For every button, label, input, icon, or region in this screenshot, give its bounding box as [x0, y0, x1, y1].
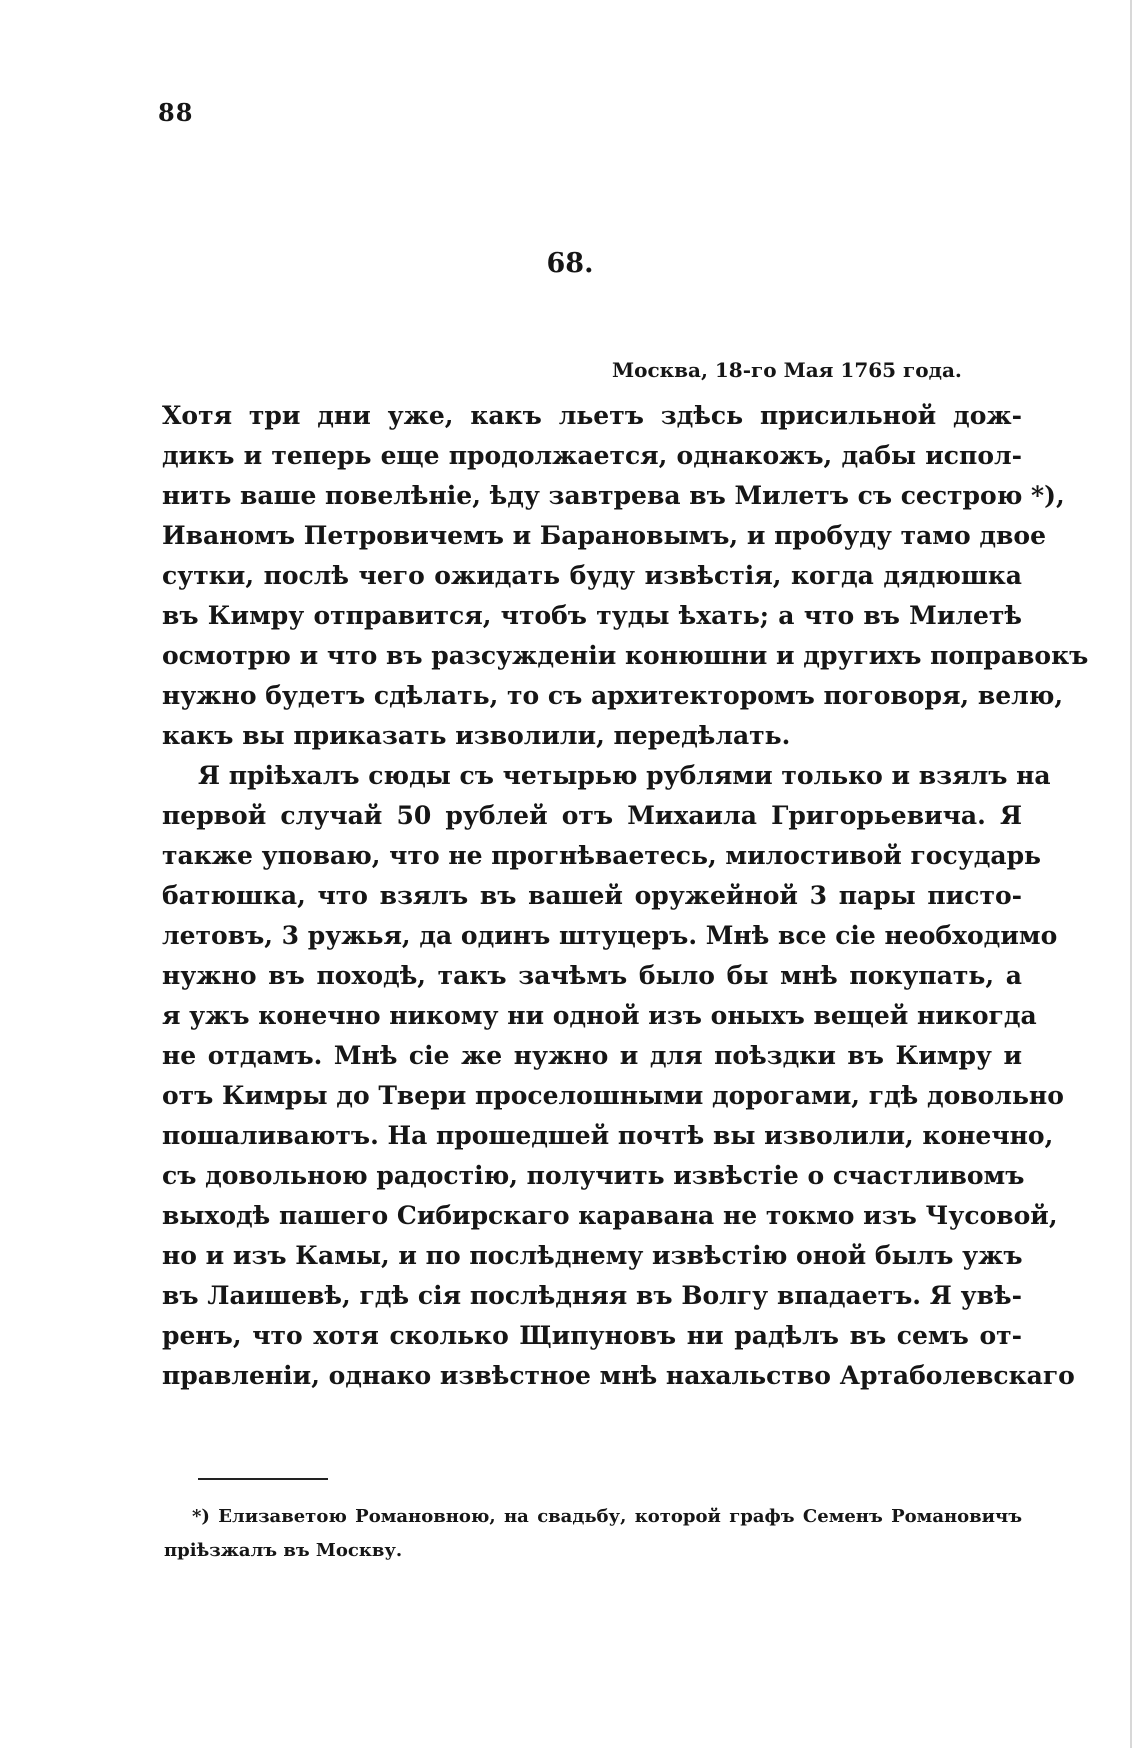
text-line: нить ваше повелѣніе, ѣду завтрева въ Милетъ съ сестрою *),	[162, 481, 1065, 510]
text-line: но и изъ Камы, и по послѣднему извѣстію оной былъ ужъ	[162, 1241, 1023, 1270]
text-line: въ Кимру отправится, чтобъ туды ѣхать; а что въ Милетѣ	[162, 601, 1022, 630]
text-line: Я пріѣхалъ сюды съ четырью рублями только и взялъ на	[198, 761, 1051, 790]
dateline: Москва, 18-го Мая 1765 года.	[612, 358, 962, 382]
footnote-divider	[198, 1478, 328, 1480]
text-line: нужно въ походѣ, такъ зачѣмъ было бы мнѣ покупать, а	[162, 961, 1022, 990]
text-line: отъ Кимры до Твери проселошными дорогами, гдѣ довольно	[162, 1081, 1064, 1110]
footnote	[164, 1500, 1022, 1568]
text-line: какъ вы приказать изволили, передѣлать.	[162, 721, 791, 750]
letter-number: 68.	[546, 248, 594, 279]
text-line: дикъ и теперь еще продолжается, однакожъ, дабы испол-	[162, 441, 1022, 470]
page-number: 88	[158, 98, 194, 127]
text-line: Хотя три дни уже, какъ льетъ здѣсь присильной дож-	[162, 401, 1022, 430]
footnote-line: *) Елизаветою Романовною, на свадьбу, которой графъ Семенъ Романовичъ	[192, 1506, 1022, 1527]
text-line: ренъ, что хотя сколько Щипуновъ ни радѣлъ въ семъ от-	[162, 1321, 1022, 1350]
text-line: также уповаю, что не прогнѣваетесь, милостивой государь	[162, 841, 1042, 870]
text-line: первой случай 50 рублей отъ Михаила Григорьевича. Я	[162, 801, 1022, 830]
text-line: батюшка, что взялъ въ вашей оружейной 3 пары писто-	[162, 881, 1022, 910]
text-line: нужно будетъ сдѣлать, то съ архитекторомъ поговоря, велю,	[162, 681, 1064, 710]
text-line: я ужъ конечно никому ни одной изъ оныхъ вещей никогда	[162, 1001, 1037, 1030]
text-line: не отдамъ. Мнѣ сіе же нужно и для поѣздки въ Кимру и	[162, 1041, 1022, 1070]
text-line: осмотрю и что въ разсужденіи конюшни и другихъ поправокъ	[162, 641, 1089, 670]
text-line: выходѣ пашего Сибирскаго каравана не токмо изъ Чусовой,	[162, 1201, 1058, 1230]
text-line: сутки, послѣ чего ожидать буду извѣстія, когда дядюшка	[162, 561, 1022, 590]
text-line: летовъ, 3 ружья, да одинъ штуцеръ. Мнѣ все сіе необходимо	[162, 921, 1058, 950]
text-line: съ довольною радостію, получить извѣстіе о счастливомъ	[162, 1161, 1025, 1190]
footnote-line: пріѣзжалъ въ Москву.	[164, 1540, 403, 1561]
text-line: правленіи, однако извѣстное мнѣ нахальство Артаболевскаго	[162, 1361, 1075, 1390]
text-line: въ Лаишевѣ, гдѣ сія послѣдняя въ Волгу впадаетъ. Я увѣ-	[162, 1281, 1022, 1310]
text-line: Иваномъ Петровичемъ и Барановымъ, и пробуду тамо двое	[162, 521, 1046, 550]
letter-body	[162, 396, 1089, 1396]
text-line: пошаливаютъ. На прошедшей почтѣ вы изволили, конечно,	[162, 1121, 1054, 1150]
